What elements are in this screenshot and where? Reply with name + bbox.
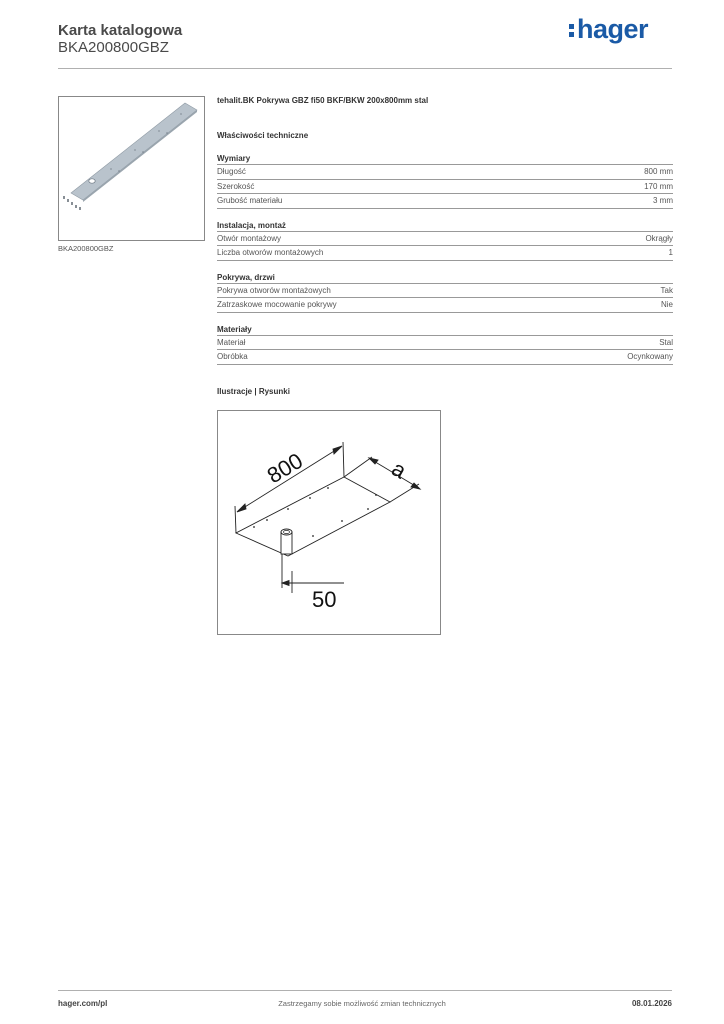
spec-value: 170 mm — [644, 181, 673, 191]
footer-date: 08.01.2026 — [631, 999, 672, 1008]
spec-row — [217, 350, 673, 365]
spec-row — [217, 165, 673, 180]
cover-plate-illustration — [59, 97, 204, 240]
spec-row — [217, 336, 673, 351]
group-title-cover-door: Pokrywa, drzwi — [217, 273, 673, 284]
document-title: Karta katalogowa — [58, 22, 183, 39]
spec-label: Materiał — [217, 337, 246, 347]
dimension-width-label: a — [387, 455, 411, 484]
spec-row — [217, 232, 673, 247]
footer-website-link[interactable]: hager.com/pl — [58, 999, 108, 1008]
product-code: BKA200800GBZ — [58, 39, 169, 56]
hager-logo — [568, 14, 648, 45]
logo-text: hager — [577, 14, 649, 44]
illustrations-heading: Ilustracje | Rysunki — [217, 386, 290, 396]
spec-row — [217, 194, 673, 209]
spec-label: Grubość materiału — [217, 196, 283, 205]
spec-label: Pokrywa otworów montażowych — [217, 285, 331, 295]
technical-drawing — [217, 410, 441, 635]
group-title-materials: Materiały — [217, 325, 673, 336]
spec-value: Tak — [660, 285, 673, 295]
header-divider — [58, 68, 672, 69]
spec-value: Stal — [659, 337, 673, 347]
group-title-installation: Instalacja, montaż — [217, 221, 673, 232]
logo-mark-icon — [568, 21, 576, 41]
spec-row — [217, 180, 673, 195]
dimension-offset-label: 50 — [312, 587, 337, 612]
spec-row — [217, 284, 673, 299]
spec-label: Liczba otworów montażowych — [217, 248, 324, 257]
spec-value: 1 — [668, 248, 673, 257]
image-caption: BKA200800GBZ — [58, 244, 114, 253]
dimension-drawing — [218, 411, 440, 634]
spec-row — [217, 246, 673, 261]
spec-label: Obróbka — [217, 352, 248, 361]
spec-label: Zatrzaskowe mocowanie pokrywy — [217, 300, 337, 309]
product-details — [217, 96, 673, 396]
spec-label: Szerokość — [217, 181, 255, 191]
product-name: tehalit.BK Pokrywa GBZ fi50 BKF/BKW 200x800mm stal — [217, 96, 429, 105]
spec-value: Ocynkowany — [627, 352, 673, 361]
product-image — [58, 96, 205, 241]
spec-value: 800 mm — [644, 167, 673, 176]
technical-properties-heading: Właściwości techniczne — [217, 131, 309, 140]
spec-label: Otwór montażowy — [217, 233, 282, 243]
footer-disclaimer: Zastrzegamy sobie możliwość zmian technicznych — [278, 999, 446, 1008]
spec-value: Okrągły — [645, 233, 673, 243]
footer-divider — [58, 990, 672, 991]
spec-label: Długość — [217, 167, 246, 176]
spec-value: Nie — [660, 300, 673, 309]
spec-value: 3 mm — [653, 196, 673, 205]
spec-row — [217, 298, 673, 313]
dimension-length-label: 800 — [262, 447, 308, 489]
group-title-dimensions: Wymiary — [217, 154, 673, 165]
